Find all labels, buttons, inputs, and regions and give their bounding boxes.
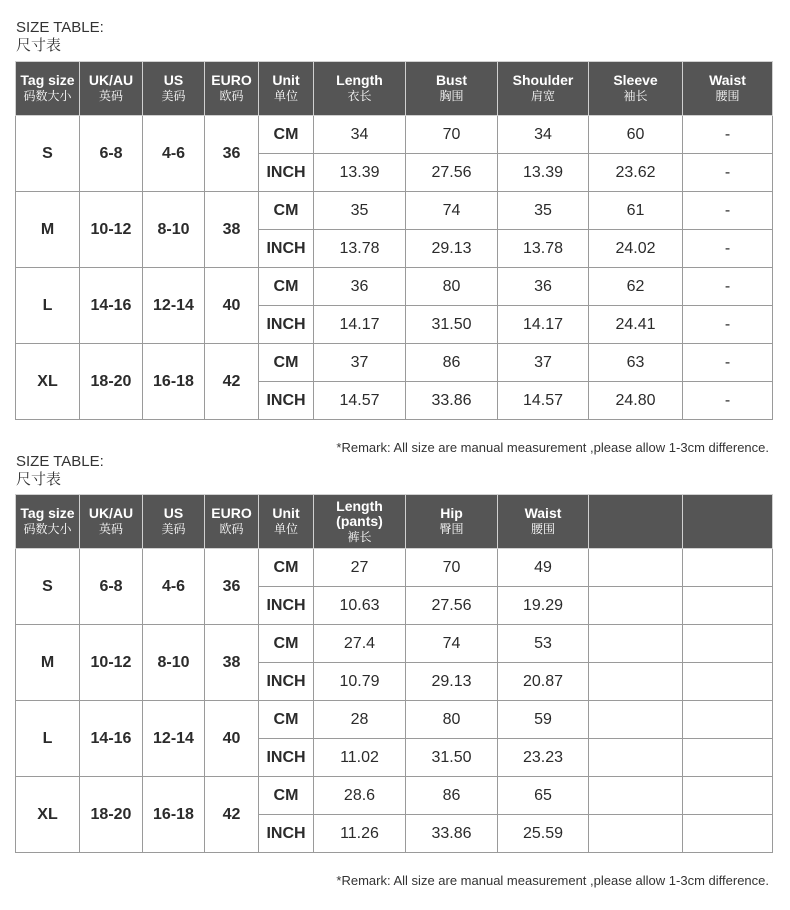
measurement-cell: 35 [498,192,589,230]
measurement-cell [589,701,683,739]
column-header-sublabel: 美码 [161,522,186,536]
measurement-cell: 14.17 [498,306,589,344]
measurement-cell [683,625,773,663]
uk-au-size-cell: 18-20 [80,777,143,853]
measurement-cell: 10.63 [314,587,406,625]
euro-size-cell: 36 [205,549,259,625]
measurement-cell: 63 [589,344,683,382]
column-header-sublabel: 肩宽 [530,89,555,103]
top-size-table [15,61,773,420]
measurement-cell: 29.13 [406,230,498,268]
tag-size-cell: L [16,701,80,777]
measurement-cell: 11.02 [314,739,406,777]
measurement-cell: 13.78 [314,230,406,268]
table-header-row [16,62,773,116]
measurement-cell [683,777,773,815]
unit-cell: INCH [259,739,314,777]
measurement-cell: 13.39 [314,154,406,192]
euro-size-cell: 40 [205,268,259,344]
us-size-cell: 16-18 [143,777,205,853]
column-header-sublabel: 美码 [161,89,186,103]
column-header [259,495,314,549]
us-size-cell: 4-6 [143,549,205,625]
column-header [205,62,259,116]
column-header-label: EURO [211,72,252,88]
measurement-cell: 14.57 [314,382,406,420]
measurement-cell: 61 [589,192,683,230]
column-header-sublabel: 袖长 [623,89,648,103]
measurement-cell: 36 [314,268,406,306]
uk-au-size-cell: 18-20 [80,344,143,420]
measurement-cell: 86 [406,777,498,815]
column-header [683,62,773,116]
unit-cell: CM [259,701,314,739]
column-header-sublabel: 单位 [273,522,298,536]
unit-cell: INCH [259,306,314,344]
column-header [314,495,406,549]
measurement-cell: - [683,154,773,192]
table-row [16,192,773,230]
tag-size-cell: M [16,625,80,701]
unit-cell: CM [259,192,314,230]
euro-size-cell: 38 [205,625,259,701]
column-header-label: Tag size [20,72,75,88]
column-header [205,495,259,549]
column-header-sublabel: 胸围 [439,89,464,103]
column-header [80,495,143,549]
table-row [16,344,773,382]
unit-cell: INCH [259,815,314,853]
euro-size-cell: 42 [205,344,259,420]
measurement-cell: - [683,382,773,420]
uk-au-size-cell: 14-16 [80,268,143,344]
column-header-label: Hip [440,505,463,521]
column-header-sublabel: 衣长 [347,89,372,103]
column-header-label: UK/AU [88,505,134,521]
us-size-cell: 12-14 [143,268,205,344]
table-row [16,625,773,663]
unit-cell: CM [259,625,314,663]
column-header-label: Length (pants) [336,497,383,529]
measurement-cell: - [683,344,773,382]
column-header [80,62,143,116]
us-size-cell: 8-10 [143,625,205,701]
bottom-title-en: SIZE TABLE: [16,453,104,470]
column-header-label: EURO [211,505,252,521]
measurement-cell [589,777,683,815]
unit-cell: CM [259,116,314,154]
column-header-sublabel: 单位 [273,89,298,103]
measurement-cell: 10.79 [314,663,406,701]
measurement-cell: 27.56 [406,154,498,192]
column-header [314,62,406,116]
column-header-label: US [163,505,184,521]
measurement-cell: 62 [589,268,683,306]
unit-cell: CM [259,344,314,382]
measurement-cell: 20.87 [498,663,589,701]
table-row [16,777,773,815]
unit-cell: CM [259,549,314,587]
column-header-label: Unit [272,72,300,88]
bottom-section-title [16,453,104,489]
column-header [589,495,683,549]
us-size-cell: 16-18 [143,344,205,420]
column-header-label: Unit [272,505,300,521]
measurement-cell: 14.17 [314,306,406,344]
column-header [498,62,589,116]
unit-cell: INCH [259,663,314,701]
column-header [406,62,498,116]
bottom-title-cn: 尺寸表 [16,471,62,488]
measurement-cell: 13.78 [498,230,589,268]
column-header-sublabel: 腰围 [715,89,740,103]
measurement-cell [589,815,683,853]
unit-cell: CM [259,777,314,815]
column-header-sublabel: 裤长 [347,529,372,544]
column-header-sublabel: 英码 [98,89,123,103]
tag-size-cell: L [16,268,80,344]
measurement-cell: 60 [589,116,683,154]
measurement-cell: 33.86 [406,382,498,420]
measurement-cell: - [683,116,773,154]
column-header-sublabel: 英码 [98,522,123,536]
bottom-remark: *Remark: All size are manual measurement ,please allow 1-3cm difference. [336,873,769,888]
measurement-cell [589,549,683,587]
measurement-cell: 19.29 [498,587,589,625]
measurement-cell: 25.59 [498,815,589,853]
measurement-cell: 80 [406,701,498,739]
measurement-cell [589,587,683,625]
measurement-cell: 37 [498,344,589,382]
measurement-cell: 24.41 [589,306,683,344]
column-header [16,62,80,116]
measurement-cell: 33.86 [406,815,498,853]
measurement-cell: 24.80 [589,382,683,420]
top-remark: *Remark: All size are manual measurement ,please allow 1-3cm difference. [336,440,769,455]
us-size-cell: 4-6 [143,116,205,192]
measurement-cell: 70 [406,116,498,154]
measurement-cell: 27.4 [314,625,406,663]
column-header-sublabel: 臀围 [439,522,464,536]
euro-size-cell: 40 [205,701,259,777]
column-header [16,495,80,549]
measurement-cell [589,663,683,701]
measurement-cell: 53 [498,625,589,663]
measurement-cell: 23.23 [498,739,589,777]
column-header-label: Sleeve [613,72,658,88]
tag-size-cell: XL [16,344,80,420]
column-header-sublabel: 码数大小 [23,89,72,103]
measurement-cell: 80 [406,268,498,306]
measurement-cell: 27.56 [406,587,498,625]
measurement-cell: 27 [314,549,406,587]
tag-size-cell: M [16,192,80,268]
us-size-cell: 8-10 [143,192,205,268]
column-header [406,495,498,549]
unit-cell: INCH [259,382,314,420]
column-header-label: Waist [709,72,746,88]
euro-size-cell: 42 [205,777,259,853]
measurement-cell: 29.13 [406,663,498,701]
measurement-cell: 28.6 [314,777,406,815]
uk-au-size-cell: 6-8 [80,116,143,192]
measurement-cell: 86 [406,344,498,382]
measurement-cell: - [683,306,773,344]
measurement-cell: 74 [406,625,498,663]
unit-cell: INCH [259,154,314,192]
measurement-cell: 34 [498,116,589,154]
column-header-sublabel: 腰围 [530,522,555,536]
table-row [16,549,773,587]
column-header-sublabel: 欧码 [219,522,244,536]
measurement-cell: - [683,192,773,230]
uk-au-size-cell: 6-8 [80,549,143,625]
column-header-label: UK/AU [88,72,134,88]
column-header-label: Length [336,72,383,88]
column-header [259,62,314,116]
unit-cell: INCH [259,587,314,625]
measurement-cell: 65 [498,777,589,815]
column-header-sublabel: 欧码 [219,89,244,103]
measurement-cell [683,739,773,777]
euro-size-cell: 36 [205,116,259,192]
column-header [143,495,205,549]
measurement-cell: 37 [314,344,406,382]
measurement-cell: 24.02 [589,230,683,268]
measurement-cell: 34 [314,116,406,154]
measurement-cell [683,815,773,853]
table-row [16,268,773,306]
measurement-cell [589,739,683,777]
measurement-cell: 31.50 [406,739,498,777]
column-header-label: Tag size [20,505,75,521]
uk-au-size-cell: 14-16 [80,701,143,777]
tag-size-cell: S [16,549,80,625]
measurement-cell [683,587,773,625]
measurement-cell: 23.62 [589,154,683,192]
measurement-cell: 59 [498,701,589,739]
column-header-sublabel: 码数大小 [23,522,72,536]
top-title-en: SIZE TABLE: [16,19,104,36]
column-header-label: Waist [524,505,562,521]
column-header [683,495,773,549]
us-size-cell: 12-14 [143,701,205,777]
top-section-title [16,19,104,55]
measurement-cell [683,549,773,587]
top-title-cn: 尺寸表 [16,37,62,54]
measurement-cell: 28 [314,701,406,739]
measurement-cell: - [683,230,773,268]
tag-size-cell: S [16,116,80,192]
column-header [589,62,683,116]
measurement-cell: 11.26 [314,815,406,853]
column-header-label: US [163,72,184,88]
table-row [16,701,773,739]
euro-size-cell: 38 [205,192,259,268]
uk-au-size-cell: 10-12 [80,192,143,268]
measurement-cell: 70 [406,549,498,587]
column-header-label: Bust [435,72,468,88]
column-header-label: Shoulder [512,72,574,88]
column-header [498,495,589,549]
unit-cell: CM [259,268,314,306]
measurement-cell: 74 [406,192,498,230]
measurement-cell: 14.57 [498,382,589,420]
uk-au-size-cell: 10-12 [80,625,143,701]
column-header [143,62,205,116]
table-header-row [16,495,773,549]
bottom-size-table [15,494,773,853]
measurement-cell: - [683,268,773,306]
measurement-cell [683,701,773,739]
measurement-cell: 36 [498,268,589,306]
measurement-cell: 35 [314,192,406,230]
measurement-cell: 31.50 [406,306,498,344]
table-row [16,116,773,154]
measurement-cell [683,663,773,701]
measurement-cell: 49 [498,549,589,587]
measurement-cell: 13.39 [498,154,589,192]
tag-size-cell: XL [16,777,80,853]
measurement-cell [589,625,683,663]
unit-cell: INCH [259,230,314,268]
